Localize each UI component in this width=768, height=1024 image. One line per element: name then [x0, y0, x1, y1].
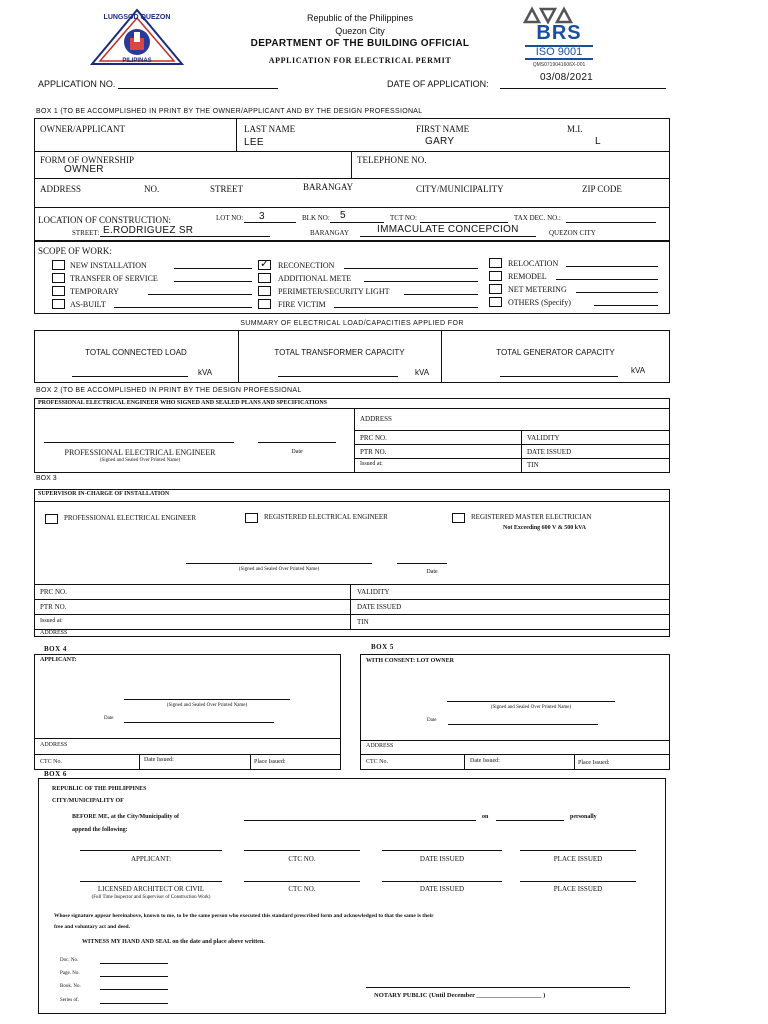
- box6-append: append the following:: [72, 827, 128, 833]
- first-name-value[interactable]: GARY: [425, 136, 455, 147]
- box5-frame: [360, 654, 670, 770]
- checkbox-fire-victim[interactable]: [258, 299, 271, 309]
- checkbox-new-installation[interactable]: [52, 260, 65, 270]
- box2-date-label: Date: [291, 449, 303, 455]
- mi-label: M.I.: [567, 124, 583, 134]
- box4-frame: [34, 654, 341, 770]
- scope-net-metering: NET METERING: [508, 285, 567, 294]
- address-zip-label: ZIP CODE: [582, 184, 622, 194]
- box2-date-issued-label: DATE ISSUED: [527, 448, 572, 456]
- box4-title: BOX 4: [44, 645, 67, 653]
- city-seal: [90, 8, 184, 70]
- box2-pee-label: PROFESSIONAL ELECTRICAL ENGINEER: [64, 448, 216, 457]
- last-name-label: LAST NAME: [244, 124, 296, 134]
- box6-whose-sig-line1: Whose signature appear hereinabove, known to me, to be the same person who executed this standard prescribed form and acknowledged to that the same is their: [54, 913, 434, 919]
- checkbox-professional-electrical-engineer[interactable]: [45, 514, 58, 524]
- notary-signature-line[interactable]: [366, 987, 630, 988]
- checkbox-remodel[interactable]: [489, 271, 502, 281]
- header-republic: Republic of the Philippines: [306, 13, 414, 23]
- box5-ctc-label: CTC No.: [366, 759, 389, 765]
- scope-transfer-of-service: TRANSFER OF SERVICE: [70, 274, 158, 283]
- last-name-value[interactable]: LEE: [244, 137, 264, 148]
- box6-witness: WITNESS MY HAND AND SEAL on the date and place above written.: [82, 939, 265, 945]
- box4-date-issued-label: Date Issued:: [144, 757, 174, 763]
- checkbox-registered-electrical-engineer[interactable]: [245, 513, 258, 523]
- box1-title: BOX 1 (TO BE ACCOMPLISHED IN PRINT BY THE OWNER/APPLICANT AND BY THE DESIGN PROFESSIONAL: [36, 108, 423, 115]
- box5-date-issued-label: Date Issued:: [470, 758, 500, 764]
- box5-address-label: ADDRESS: [366, 743, 394, 749]
- box2-date-line[interactable]: [258, 442, 336, 443]
- summary-title: SUMMARY OF ELECTRICAL LOAD/CAPACITIES APPLIED FOR: [240, 320, 464, 327]
- barangay-value[interactable]: IMMACULATE CONCEPCION: [377, 224, 519, 235]
- header-department: DEPARTMENT OF THE BUILDING OFFICIAL: [250, 38, 470, 49]
- box2-header: PROFESSIONAL ELECTRICAL ENGINEER WHO SIGNED AND SEALED PLANS AND SPECIFICATIONS: [38, 400, 328, 406]
- box6-place-issued-label-2: PLACE ISSUED: [553, 885, 603, 893]
- tax-dec-no-label: TAX DEC. NO.:: [514, 214, 561, 222]
- connected-load-unit: kVA: [198, 368, 213, 377]
- box3-address-label: ADDRESS: [40, 630, 68, 636]
- form-of-ownership-value[interactable]: OWNER: [64, 164, 104, 175]
- barangay-label: BARANGAY: [310, 229, 350, 237]
- date-of-application-line[interactable]: [500, 88, 666, 89]
- box5-date-line[interactable]: [448, 724, 598, 725]
- box6-on-date-line[interactable]: [496, 820, 564, 821]
- box3-signed-label: (Signed and Sealed Over Printed Name): [238, 567, 320, 572]
- date-of-application-label: DATE OF APPLICATION:: [387, 79, 489, 89]
- checkbox-others[interactable]: [489, 297, 502, 307]
- scope-new-installation: NEW INSTALLATION: [70, 261, 147, 270]
- box3-header: SUPERVISOR IN-CHARGE OF INSTALLATION: [38, 491, 170, 497]
- box3-date-label: Date: [426, 569, 438, 575]
- box3-opt3: REGISTERED MASTER ELECTRICIAN: [471, 513, 592, 521]
- total-generator-capacity-label: TOTAL GENERATOR CAPACITY: [496, 348, 615, 357]
- box4-date-line[interactable]: [124, 722, 274, 723]
- seal-text-bottom: PILIPINAS: [122, 58, 152, 64]
- logo-code: QMS0719041606X-001: [532, 62, 586, 68]
- box6-page-no: Page. No.: [60, 971, 80, 976]
- checkbox-temporary[interactable]: [52, 286, 65, 296]
- scope-remodel: REMODEL: [508, 272, 547, 281]
- reconection-check-mark: ✓: [260, 258, 270, 270]
- box5-title: BOX 5: [371, 643, 394, 651]
- total-transformer-capacity-label: TOTAL TRANSFORMER CAPACITY: [274, 348, 405, 357]
- scope-reconection: RECONECTION: [278, 261, 335, 270]
- box3-date-issued-label: DATE ISSUED: [357, 603, 402, 611]
- box6-book-no-line[interactable]: [100, 989, 168, 990]
- box2-address-label: ADDRESS: [360, 415, 392, 423]
- address-street-label: STREET: [210, 184, 243, 194]
- box3-validity-label: VALIDITY: [357, 588, 390, 596]
- box6-city-line[interactable]: [244, 820, 476, 821]
- transformer-capacity-unit: kVA: [415, 368, 430, 377]
- box6-on-label: on: [482, 814, 489, 820]
- scope-additional-mete: ADDITIONAL METE: [278, 274, 352, 283]
- box2-validity-label: VALIDITY: [527, 434, 560, 442]
- seal-text-top: LUNGSOD QUEZON: [103, 14, 171, 21]
- scope-temporary: TEMPORARY: [70, 287, 119, 296]
- box2-signed-label: (Signed and Sealed Over Printed Name): [99, 458, 181, 463]
- box4-applicant-label: APPLICANT:: [40, 657, 77, 663]
- address-barangay-label: BARANGAY: [303, 182, 354, 192]
- blk-no-label: BLK NO:: [302, 214, 330, 222]
- box3-date-line[interactable]: [397, 563, 447, 564]
- box4-date-label: Date: [104, 716, 114, 721]
- box6-ctc-no-label: CTC NO.: [288, 855, 316, 863]
- box6-place-issued-label: PLACE ISSUED: [553, 855, 603, 863]
- address-no-label: NO.: [144, 184, 160, 194]
- box5-consent-label: WITH CONSENT: LOT OWNER: [366, 658, 454, 664]
- checkbox-relocation[interactable]: [489, 258, 502, 268]
- total-generator-capacity-line[interactable]: [500, 376, 618, 377]
- total-connected-load-label: TOTAL CONNECTED LOAD: [85, 348, 187, 357]
- checkbox-net-metering[interactable]: [489, 284, 502, 294]
- box6-applicant-label: APPLICANT:: [130, 855, 172, 863]
- lot-no-value[interactable]: 3: [259, 211, 265, 222]
- city-value: QUEZON CITY: [549, 229, 596, 237]
- box6-date-issued-label-2: DATE ISSUED: [419, 885, 465, 893]
- checkbox-additional-mete[interactable]: [258, 273, 271, 283]
- header-city: Quezon City: [335, 26, 385, 36]
- box6-before-me: BEFORE ME, at the City/Municipality of: [72, 814, 179, 820]
- brs-iso-logo: [521, 6, 597, 70]
- form-title: APPLICATION FOR ELECTRICAL PERMIT: [268, 56, 452, 65]
- box3-signature-line[interactable]: [186, 563, 372, 564]
- first-name-label: FIRST NAME: [416, 124, 470, 134]
- box5-signature-line[interactable]: [447, 701, 615, 702]
- box2-issued-at-label: Issued at:: [360, 461, 383, 467]
- owner-applicant-label: OWNER/APPLICANT: [40, 124, 125, 134]
- checkbox-perimeter-security-light[interactable]: [258, 286, 271, 296]
- location-of-construction-label: LOCATION OF CONSTRUCTION:: [38, 215, 172, 225]
- scope-perimeter-security-light: PERIMETER/SECURITY LIGHT: [278, 287, 390, 296]
- box6-republic: REPUBLIC OF THE PHILIPPINES: [52, 786, 147, 792]
- box6-city-muni: CITY/MUNICIPALITY OF: [52, 798, 124, 804]
- box6-architect-note: (Full Time Inspector and Supervisor of Construction Work): [91, 895, 211, 900]
- box3-title: BOX 3: [36, 475, 57, 482]
- application-no-label: APPLICATION NO.: [38, 79, 116, 89]
- logo-brand: BRS: [536, 22, 582, 44]
- box3-ptr-label: PTR NO.: [40, 603, 67, 611]
- total-transformer-capacity-line[interactable]: [278, 376, 398, 377]
- box2-title: BOX 2 (TO BE ACCOMPLISHED IN PRINT BY THE DESIGN PROFESSIONAL: [36, 387, 302, 394]
- box2-signature-line[interactable]: [44, 442, 234, 443]
- address-city-label: CITY/MUNICIPALITY: [416, 184, 504, 194]
- box4-place-issued-label: Place Issued:: [254, 759, 286, 765]
- box6-whose-sig-line2: free and voluntary act and deed.: [54, 924, 130, 930]
- application-no-line[interactable]: [118, 88, 278, 89]
- box3-opt2: REGISTERED ELECTRICAL ENGINEER: [264, 513, 388, 521]
- box3-prc-label: PRC NO.: [40, 588, 67, 596]
- total-connected-load-line[interactable]: [72, 376, 188, 377]
- box6-doc-no: Doc. No.: [60, 958, 79, 963]
- box6-title: BOX 6: [44, 770, 67, 778]
- box3-tin-label: TIN: [357, 618, 369, 626]
- box4-ctc-label: CTC No.: [40, 759, 63, 765]
- scope-of-work-label: SCOPE OF WORK:: [38, 246, 112, 256]
- box6-architect-label: LICENSED ARCHITECT OR CIVIL: [97, 885, 205, 893]
- lot-no-label: LOT NO:: [216, 214, 244, 222]
- address-label: ADDRESS: [40, 184, 82, 194]
- telephone-label: TELEPHONE NO.: [357, 155, 427, 165]
- tct-no-label: TCT NO:: [390, 214, 417, 222]
- scope-fire-victim: FIRE VICTIM: [278, 300, 326, 309]
- date-of-application-value: 03/08/2021: [540, 72, 594, 83]
- scope-others: OTHERS (Specify): [508, 298, 571, 307]
- scope-as-built: AS-BUILT: [70, 300, 106, 309]
- scope-relocation: RELOCATION: [508, 259, 559, 268]
- box6-personally: personally: [570, 814, 597, 820]
- logo-iso: ISO 9001: [525, 45, 593, 60]
- box4-signature-line[interactable]: [124, 699, 290, 700]
- mi-value[interactable]: L: [595, 136, 601, 147]
- box6-series-of-line[interactable]: [100, 1003, 168, 1004]
- box6-book-no: Book. No.: [60, 984, 81, 989]
- box5-date-label: Date: [427, 718, 437, 723]
- blk-no-value[interactable]: 5: [340, 210, 346, 221]
- box6-page-no-line[interactable]: [100, 976, 168, 977]
- box6-ctc-no-label-2: CTC NO.: [288, 885, 316, 893]
- checkbox-transfer-of-service[interactable]: [52, 273, 65, 283]
- street-value[interactable]: E.RODRIGUEZ SR: [103, 225, 194, 236]
- box2-ptr-label: PTR NO.: [360, 448, 387, 456]
- box4-signed-label: (Signed and Sealed Over Printed Name): [166, 703, 248, 708]
- box6-series-of: Series of.: [60, 998, 79, 1003]
- box4-address-label: ADDRESS: [40, 742, 68, 748]
- checkbox-as-built[interactable]: [52, 299, 65, 309]
- box6-doc-no-line[interactable]: [100, 963, 168, 964]
- box5-signed-label: (Signed and Sealed Over Printed Name): [490, 705, 572, 710]
- checkbox-registered-master-electrician[interactable]: [452, 513, 465, 523]
- box5-place-issued-label: Place Issued:: [578, 760, 610, 766]
- generator-capacity-unit: kVA: [631, 366, 646, 375]
- box3-opt3-note: Not Exceeding 600 V & 500 kVA: [503, 525, 587, 531]
- box6-notary: NOTARY PUBLIC (Until December ____________________ ): [374, 992, 546, 999]
- box6-date-issued-label: DATE ISSUED: [419, 855, 465, 863]
- form-of-ownership-label: FORM OF OWNERSHIP: [40, 155, 135, 165]
- box3-opt1: PROFESSIONAL ELECTRICAL ENGINEER: [64, 514, 197, 522]
- box2-prc-label: PRC NO.: [360, 434, 387, 442]
- box3-issued-at-label: Issued at:: [40, 618, 63, 624]
- street-label: STREET:: [72, 229, 100, 237]
- box2-tin-label: TIN: [527, 461, 539, 469]
